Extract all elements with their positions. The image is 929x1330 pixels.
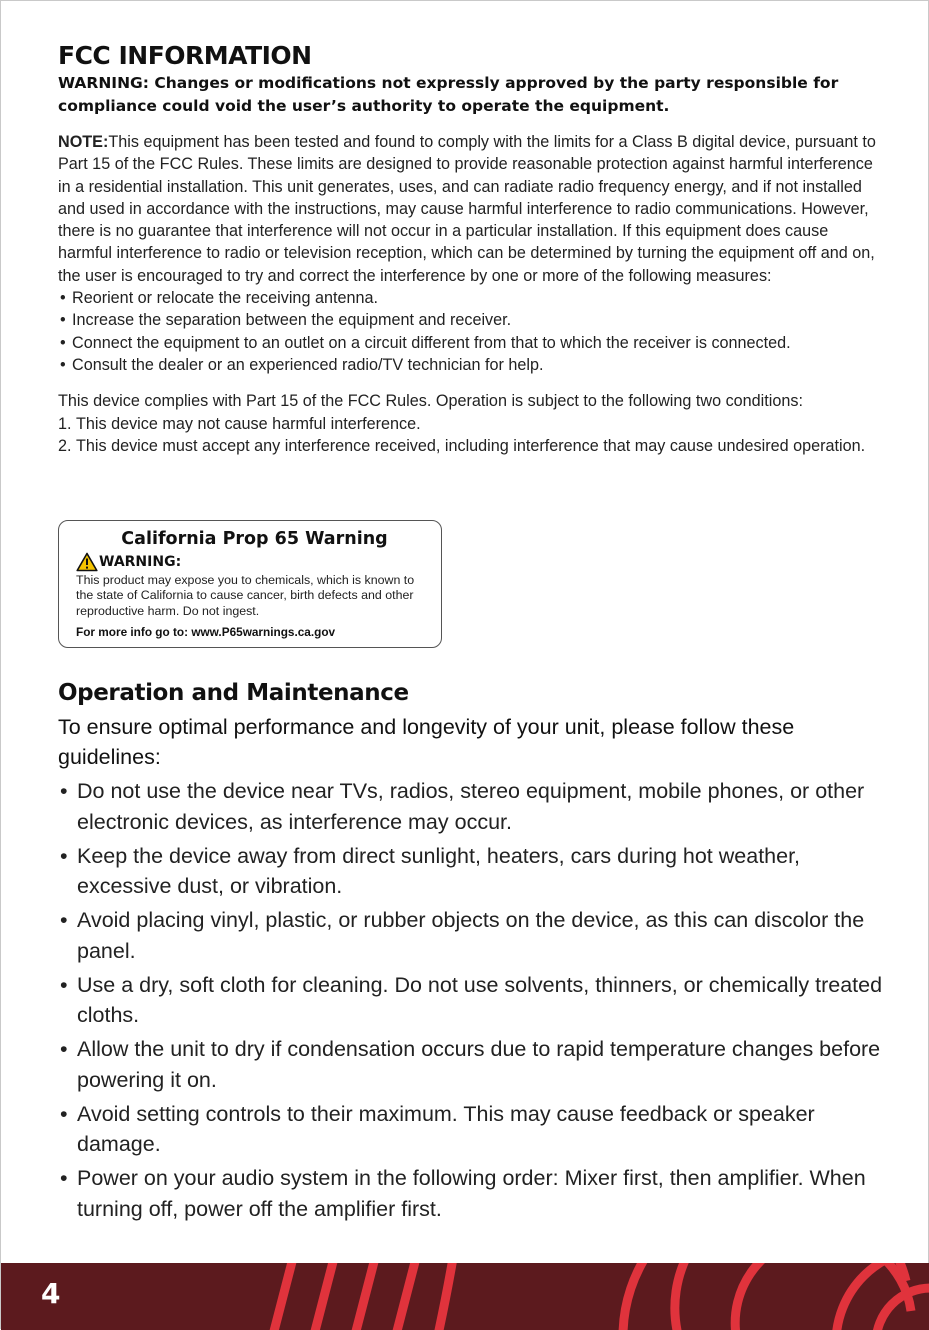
list-item: • Increase the separation between the equipment and receiver.	[58, 309, 878, 331]
condition-text: This device must accept any interference received, including interference that may cause undesired operation.	[76, 436, 866, 455]
prop65-title: California Prop 65 Warning	[121, 529, 388, 549]
list-item: • Avoid placing vinyl, plastic, or rubber objects on the device, as this can discolor the panel.	[58, 905, 888, 966]
note-text: This equipment has been tested and found to comply with the limits for a Class B digital device, pursuant to Part 15 of the FCC Rules. These limits are designed to provide reasonable protection against harmful interference in a residential installation. This unit generates, uses, and can radiate radio frequency energy, and if not installed and used in accordance with the instructions, may cause harmful interference to radio communications. However, there is no guarantee that interference will not occur in a particular installation. If this equipment does cause harmful interference to radio or television reception, which can be determined by turning the equipment off and on, the user is encouraged to try and correct the interference by one or more of the following measures:	[58, 133, 876, 285]
prop65-info-link: For more info go to: www.P65warnings.ca.gov	[76, 625, 336, 640]
footer-band	[1, 1263, 929, 1330]
fcc-measures-list	[58, 287, 878, 376]
list-item: • Reorient or relocate the receiving antenna.	[58, 287, 878, 309]
list-item: • Keep the device away from direct sunlight, heaters, cars during hot weather, excessive dust, or vibration.	[58, 841, 888, 902]
operation-title: Operation and Maintenance	[58, 680, 409, 706]
list-item: • Avoid setting controls to their maximum. This may cause feedback or speaker damage.	[58, 1099, 888, 1160]
list-item: • Allow the unit to dry if condensation occurs due to rapid temperature changes before powering it on.	[58, 1034, 888, 1095]
fcc-title: FCC INFORMATION	[58, 41, 312, 70]
list-item	[58, 413, 878, 435]
list-item: • Consult the dealer or an experienced radio/TV technician for help.	[58, 354, 878, 376]
operation-intro: To ensure optimal performance and longevity of your unit, please follow these guidelines:	[58, 715, 795, 769]
list-item: • Use a dry, soft cloth for cleaning. Do not use solvents, thinners, or chemically treated cloths.	[58, 970, 888, 1031]
list-item: • Power on your audio system in the following order: Mixer first, then amplifier. When turning off, power off the amplifier first.	[58, 1163, 888, 1224]
list-item: • Do not use the device near TVs, radios, stereo equipment, mobile phones, or other electronic devices, as interference may occur.	[58, 776, 888, 837]
condition-text: This device may not cause harmful interference.	[76, 414, 421, 433]
condition-number: 1.	[58, 414, 72, 433]
operation-section	[58, 677, 888, 1228]
warning-triangle-icon	[76, 552, 98, 572]
fcc-warning: WARNING: Changes or modifications not expressly approved by the party responsible for compliance could void the user’s authority to operate the equipment.	[58, 74, 839, 115]
condition-number: 2.	[58, 436, 72, 455]
list-item: • Connect the equipment to an outlet on a circuit different from that to which the receiver is connected.	[58, 332, 878, 354]
fcc-section	[58, 41, 878, 457]
page-number: 4	[41, 1277, 61, 1310]
footer-decoration	[1, 1263, 929, 1330]
operation-guidelines-list	[58, 776, 888, 1224]
prop65-text: This product may expose you to chemicals, which is known to the state of California to cause cancer, birth defects and other reproductive harm. Do not ingest.	[76, 573, 415, 618]
part15-statement: This device complies with Part 15 of the FCC Rules. Operation is subject to the following two conditions:	[58, 392, 803, 411]
conditions-list	[58, 413, 878, 458]
fcc-note	[58, 131, 878, 287]
prop65-warning-label: WARNING:	[99, 554, 182, 570]
prop65-warning-row	[76, 552, 429, 572]
note-label: NOTE:	[58, 133, 109, 151]
list-item	[58, 435, 878, 457]
prop65-warning-box	[58, 520, 442, 648]
